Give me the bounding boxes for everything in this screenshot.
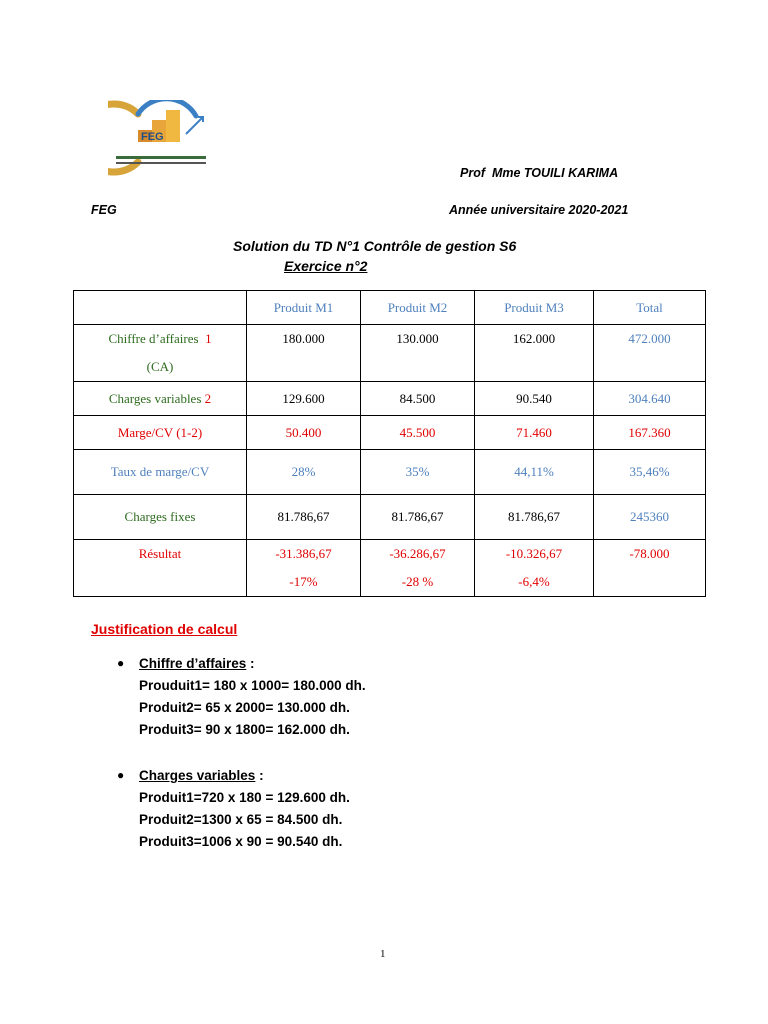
taux-total: 35,46%	[594, 450, 706, 495]
row-label-cv	[74, 382, 247, 416]
section-heading-cv: Charges variables	[139, 768, 256, 783]
cv-m1: 129.600	[247, 382, 361, 416]
ca-m2: 130.000	[361, 325, 475, 382]
cv-m2: 84.500	[361, 382, 475, 416]
ca-number: 1	[205, 331, 212, 346]
header-total: Total	[594, 291, 706, 325]
header-cell-empty	[74, 291, 247, 325]
justification-title: Justification de calcul	[91, 621, 238, 637]
row-label-marge: Marge/CV (1-2)	[74, 416, 247, 450]
calc-line: Produit1=720 x 180 = 129.600 dh.	[139, 790, 350, 805]
row-charges-variables	[74, 382, 706, 416]
logo-letters: FEG	[141, 131, 164, 143]
marge-total: 167.360	[594, 416, 706, 450]
row-charges-fixes	[74, 495, 706, 540]
header-produit-m3: Produit M3	[475, 291, 594, 325]
ca-label: Chiffre d’affaires	[108, 331, 199, 346]
section-heading-ca-suffix: :	[246, 656, 255, 671]
ca-m3: 162.000	[475, 325, 594, 382]
marge-m1: 50.400	[247, 416, 361, 450]
row-taux-marge	[74, 450, 706, 495]
resultat-m2-value: -36.286,67	[389, 546, 446, 561]
page-number: 1	[380, 948, 386, 960]
exercise-subtitle: Exercice n°2	[284, 258, 368, 274]
section-heading-ca: Chiffre d’affaires	[139, 656, 247, 671]
calc-line: Produit3=1006 x 90 = 90.540 dh.	[139, 834, 343, 849]
cv-total: 304.640	[594, 382, 706, 416]
ca-m1: 180.000	[247, 325, 361, 382]
document-title: Solution du TD N°1 Contrôle de gestion S6	[233, 238, 517, 254]
resultat-m3	[475, 540, 594, 597]
marge-m3: 71.460	[475, 416, 594, 450]
cf-m2: 81.786,67	[361, 495, 475, 540]
calc-line: Produit3= 90 x 1800= 162.000 dh.	[139, 722, 350, 737]
row-label-resultat: Résultat	[74, 540, 247, 597]
feg-logo	[108, 100, 220, 180]
ca-label-abbr: (CA)	[146, 359, 174, 374]
section-chiffre-affaires	[139, 653, 366, 741]
resultat-m2-percent: -28 %	[401, 574, 434, 589]
bullet-icon: ●	[117, 768, 125, 782]
resultat-m1	[247, 540, 361, 597]
academic-year: Année universitaire 2020-2021	[449, 203, 629, 217]
bullet-icon: ●	[117, 656, 125, 670]
resultat-m3-percent: -6,4%	[518, 574, 550, 589]
resultat-m1-value: -31.386,67	[275, 546, 332, 561]
header-produit-m1: Produit M1	[247, 291, 361, 325]
section-charges-variables	[139, 765, 350, 853]
row-resultat	[74, 540, 706, 597]
marge-m2: 45.500	[361, 416, 475, 450]
resultat-m2	[361, 540, 475, 597]
ca-total: 472.000	[594, 325, 706, 382]
row-marge	[74, 416, 706, 450]
cv-number: 2	[204, 390, 212, 406]
taux-m3: 44,11%	[475, 450, 594, 495]
institution: FEG	[91, 203, 117, 217]
professor-name: Prof Mme TOUILI KARIMA	[460, 166, 619, 180]
row-label-taux: Taux de marge/CV	[74, 450, 247, 495]
resultat-m1-percent: -17%	[289, 574, 318, 589]
table-header-row	[74, 291, 706, 325]
row-chiffre-affaires	[74, 325, 706, 382]
cv-m3: 90.540	[475, 382, 594, 416]
calc-line: Prouduit1= 180 x 1000= 180.000 dh.	[139, 678, 366, 693]
calc-line: Produit2=1300 x 65 = 84.500 dh.	[139, 812, 343, 827]
resultat-total: -78.000	[594, 540, 706, 597]
row-label-ca	[74, 325, 247, 382]
row-label-cf: Charges fixes	[74, 495, 247, 540]
resultat-m3-value: -10.326,67	[505, 546, 563, 561]
calc-line: Produit2= 65 x 2000= 130.000 dh.	[139, 700, 350, 715]
cv-label: Charges variables	[108, 390, 202, 406]
cf-m3: 81.786,67	[475, 495, 594, 540]
header-produit-m2: Produit M2	[361, 291, 475, 325]
taux-m2: 35%	[361, 450, 475, 495]
cf-total: 245360	[594, 495, 706, 540]
section-heading-cv-suffix: :	[255, 768, 264, 783]
cf-m1: 81.786,67	[247, 495, 361, 540]
results-table	[73, 290, 706, 597]
taux-m1: 28%	[247, 450, 361, 495]
